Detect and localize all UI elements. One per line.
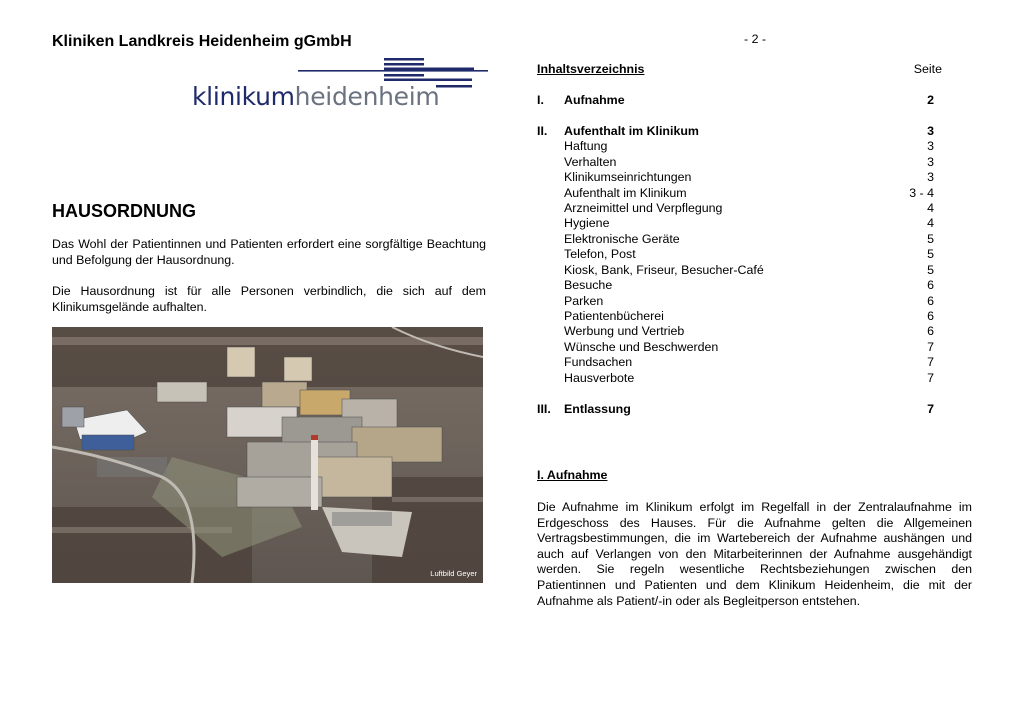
toc-row-label: Besuche (564, 278, 613, 293)
toc-row (537, 201, 942, 216)
aerial-photo-illustration (52, 327, 483, 583)
toc-row-page: 6 (927, 324, 934, 339)
toc-header (537, 62, 942, 77)
toc-title: Inhaltsverzeichnis (537, 62, 645, 76)
toc-row-page: 2 (927, 92, 934, 107)
toc-row-page: 3 (927, 170, 934, 185)
toc-row (537, 340, 942, 355)
toc-row-page: 3 - 4 (909, 185, 934, 200)
toc-row-label: Aufenthalt im Klinikum (564, 185, 687, 200)
toc-row (537, 402, 942, 417)
toc-row-number: I. (537, 92, 544, 107)
toc-row-label: Hygiene (564, 216, 610, 231)
toc-row-label: Patientenbücherei (564, 309, 664, 323)
section-text-aufnahme: Die Aufnahme im Klinikum erfolgt im Regelfall in der Zentralaufnahme im Erdgeschoss des Hauses. Für die Aufnahme gelten die Allgemeinen Vertragsbestimmungen, die im Wartebereich der Aufnahme aushängen und auch auf Verlangen von den Mitarbeiterinnen der Aufnahme ausgehändigt werden. Sie regeln wesentliche Rechtsbeziehungen zwischen den Patientinnen und Patienten und dem Klinikum Heidenheim, die mit der Aufnahme als Patient/-in oder als Begleitperson entstehen. (537, 500, 972, 608)
toc-row-page: 3 (927, 123, 934, 138)
toc-row (537, 93, 942, 108)
toc-row-page: 5 (927, 262, 934, 277)
page-heading: HAUSORDNUNG (52, 201, 196, 221)
toc-row-page: 7 (927, 339, 934, 354)
toc-row (537, 232, 942, 247)
toc-row (537, 108, 942, 123)
intro-paragraph-2: Die Hausordnung ist für alle Personen verbindlich, die sich auf dem Klinikumsgelände aufhalten. (52, 284, 486, 314)
toc-row (537, 263, 942, 278)
photo-credit: Luftbild Geyer (430, 569, 477, 578)
toc-row-page: 4 (927, 216, 934, 231)
toc-row-page: 7 (927, 355, 934, 370)
organization-title: Kliniken Landkreis Heidenheim gGmbH (52, 33, 352, 50)
toc-row-page: 5 (927, 231, 934, 246)
table-of-contents (537, 62, 942, 417)
toc-row-page: 6 (927, 293, 934, 308)
toc-row (537, 386, 942, 401)
toc-row (537, 170, 942, 185)
toc-page-column-label: Seite (913, 62, 942, 76)
toc-row-page: 7 (927, 401, 934, 416)
toc-row-label: Fundsachen (564, 355, 633, 370)
section-heading-aufnahme: I. Aufnahme (537, 468, 608, 482)
toc-row-label: Entlassung (564, 401, 631, 416)
toc-row (537, 124, 942, 139)
toc-row-label: Parken (564, 293, 604, 308)
toc-row-number: II. (537, 123, 548, 138)
klinikum-logo (190, 55, 495, 113)
toc-row (537, 324, 942, 339)
toc-row (537, 186, 942, 201)
logo-text-strong: klinikum (192, 82, 295, 111)
toc-row (537, 216, 942, 231)
toc-row-label: Aufnahme (564, 92, 625, 107)
toc-row (537, 77, 942, 92)
toc-row-label: Arzneimittel und Verpflegung (564, 200, 723, 215)
toc-row (537, 278, 942, 293)
toc-row (537, 247, 942, 262)
toc-row (537, 294, 942, 309)
toc-row (537, 355, 942, 370)
toc-row-label: Werbung und Vertrieb (564, 324, 685, 339)
toc-row-label: Verhalten (564, 154, 617, 169)
toc-row-number: III. (537, 401, 551, 416)
toc-row-page: 7 (927, 370, 934, 385)
toc-row-label: Kiosk, Bank, Friseur, Besucher-Café (564, 262, 764, 277)
toc-row-page: 4 (927, 200, 934, 215)
toc-row (537, 309, 942, 324)
toc-row (537, 371, 942, 386)
logo-text-light: heidenheim (294, 82, 440, 111)
toc-rows (537, 77, 942, 417)
toc-row-page: 3 (927, 154, 934, 169)
intro-paragraph-1: Das Wohl der Patientinnen und Patienten erfordert eine sorgfältige Beachtung und Befolgung der Hausordnung. (52, 237, 486, 267)
toc-row-label: Hausverbote (564, 370, 635, 385)
toc-row-page: 3 (927, 139, 934, 154)
toc-row-page: 6 (927, 309, 934, 323)
toc-row-page: 6 (927, 278, 934, 293)
toc-row-label: Telefon, Post (564, 247, 636, 262)
logo-wordmark (192, 82, 439, 111)
toc-row-label: Wünsche und Beschwerden (564, 339, 719, 354)
toc-row (537, 139, 942, 154)
page-number: - 2 - (744, 32, 767, 46)
aerial-photo-hospital (52, 327, 483, 583)
toc-row (537, 155, 942, 170)
toc-row-page: 5 (927, 247, 934, 262)
toc-row-label: Klinikumseinrichtungen (564, 170, 692, 185)
toc-row-label: Elektronische Geräte (564, 231, 680, 246)
toc-row-label: Aufenthalt im Klinikum (564, 123, 699, 138)
toc-row-label: Haftung (564, 139, 608, 154)
